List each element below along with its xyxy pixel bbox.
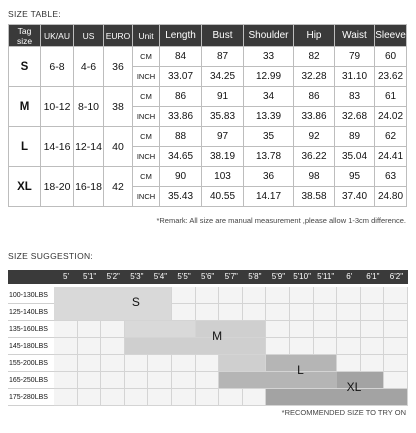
unit-cell: INCH	[133, 67, 160, 87]
grid-cell	[78, 372, 102, 389]
measure-cell: 36	[244, 167, 294, 187]
measure-cell: 82	[294, 47, 335, 67]
measure-cell: 86	[294, 87, 335, 107]
us-size-cell: 4-6	[74, 47, 104, 87]
tag-size-cell: L	[9, 127, 41, 167]
uk-size-cell: 6-8	[41, 47, 74, 87]
tag-size-cell: S	[9, 47, 41, 87]
weight-label: 155-200LBS	[8, 355, 54, 372]
size-zone-label: L	[297, 363, 304, 377]
uk-size-cell: 18-20	[41, 167, 74, 207]
height-header: 5'8"	[243, 270, 267, 284]
size-row-cm	[9, 87, 407, 107]
grid-cell	[314, 287, 338, 304]
grid-cell	[78, 355, 102, 372]
weight-label: 165-250LBS	[8, 372, 54, 389]
uk-size-cell: 14-16	[41, 127, 74, 167]
header-unit: Unit	[133, 25, 160, 47]
tag-size-cell: XL	[9, 167, 41, 207]
measure-cell: 33.86	[160, 107, 202, 127]
height-header: 5'4"	[148, 270, 172, 284]
grid-cell	[101, 321, 125, 338]
grid-cell	[243, 389, 267, 406]
measure-cell: 63	[375, 167, 407, 187]
header-shoulder: Shoulder	[244, 25, 294, 47]
grid-cell	[219, 287, 243, 304]
grid-corner	[8, 270, 54, 284]
weight-label: 100-130LBS	[8, 287, 54, 304]
unit-cell: CM	[133, 87, 160, 107]
grid-cell	[78, 338, 102, 355]
size-zone-label: S	[131, 295, 140, 309]
height-header: 5'1"	[78, 270, 102, 284]
measure-cell: 34.25	[202, 67, 244, 87]
header-waist: Waist	[335, 25, 375, 47]
measure-cell: 12.99	[244, 67, 294, 87]
measure-cell: 79	[335, 47, 375, 67]
header-sleeve: Sleeve	[375, 25, 407, 47]
grid-cell	[266, 321, 290, 338]
unit-cell: CM	[133, 47, 160, 67]
size-table	[8, 24, 407, 207]
grid-cell	[54, 338, 78, 355]
unit-cell: INCH	[133, 147, 160, 167]
measure-cell: 33.86	[294, 107, 335, 127]
height-header: 6'1"	[361, 270, 385, 284]
grid-cell	[219, 304, 243, 321]
weight-label: 145-180LBS	[8, 338, 54, 355]
measure-cell: 97	[202, 127, 244, 147]
size-zone-xl	[266, 389, 407, 405]
grid-cell	[361, 338, 385, 355]
euro-size-cell: 38	[104, 87, 133, 127]
measure-cell: 33	[244, 47, 294, 67]
grid-cell	[172, 355, 196, 372]
grid-cell	[54, 372, 78, 389]
header-tag-size: Tag size	[9, 25, 41, 47]
grid-cell	[314, 304, 338, 321]
measure-cell: 14.17	[244, 187, 294, 207]
height-header: 5'5"	[172, 270, 196, 284]
grid-cell	[243, 304, 267, 321]
measure-cell: 24.80	[375, 187, 407, 207]
grid-cell	[219, 389, 243, 406]
grid-cell	[384, 304, 408, 321]
euro-size-cell: 42	[104, 167, 133, 207]
size-suggestion-grid	[8, 270, 408, 404]
measure-cell: 34.65	[160, 147, 202, 167]
measure-cell: 84	[160, 47, 202, 67]
measure-cell: 87	[202, 47, 244, 67]
grid-cell	[290, 304, 314, 321]
weight-label: 125-140LBS	[8, 304, 54, 321]
measure-cell: 103	[202, 167, 244, 187]
us-size-cell: 8-10	[74, 87, 104, 127]
height-header: 5'6"	[196, 270, 220, 284]
measure-cell: 40.55	[202, 187, 244, 207]
height-header: 5'2"	[101, 270, 125, 284]
weight-label: 135-160LBS	[8, 321, 54, 338]
remark-text: *Remark: All size are manual measurement ,please allow 1-3cm difference.	[156, 216, 406, 225]
grid-cell	[196, 355, 220, 372]
measure-cell: 98	[294, 167, 335, 187]
measure-cell: 38.19	[202, 147, 244, 167]
measure-cell: 95	[335, 167, 375, 187]
grid-cell	[384, 287, 408, 304]
grid-cell	[125, 372, 149, 389]
grid-cell	[101, 338, 125, 355]
size-zone-label: M	[212, 329, 223, 343]
grid-cell	[384, 321, 408, 338]
measure-cell: 92	[294, 127, 335, 147]
size-zone-m	[196, 321, 266, 337]
size-table-title: SIZE TABLE:	[8, 9, 62, 19]
measure-cell: 35.43	[160, 187, 202, 207]
size-zone-s	[54, 287, 171, 320]
grid-cell	[101, 389, 125, 406]
grid-cell	[384, 372, 408, 389]
grid-cell	[337, 287, 361, 304]
grid-cell	[337, 304, 361, 321]
measure-cell: 90	[160, 167, 202, 187]
tag-size-cell: M	[9, 87, 41, 127]
grid-cell	[125, 389, 149, 406]
grid-cell	[337, 321, 361, 338]
unit-cell: CM	[133, 167, 160, 187]
size-row-cm	[9, 47, 407, 67]
height-header: 5'9"	[266, 270, 290, 284]
measure-cell: 86	[160, 87, 202, 107]
height-header: 6'2"	[384, 270, 408, 284]
grid-cell	[148, 372, 172, 389]
measure-cell: 13.78	[244, 147, 294, 167]
grid-cell	[78, 321, 102, 338]
grid-cell	[314, 338, 338, 355]
grid-cell	[196, 304, 220, 321]
size-zone-label: XL	[346, 380, 362, 394]
measure-cell: 35.83	[202, 107, 244, 127]
measure-cell: 31.10	[335, 67, 375, 87]
grid-cell	[101, 355, 125, 372]
measure-cell: 33.07	[160, 67, 202, 87]
grid-cell	[196, 372, 220, 389]
grid-cell	[125, 355, 149, 372]
grid-cell	[337, 338, 361, 355]
grid-cell	[290, 287, 314, 304]
grid-cell	[361, 355, 385, 372]
measure-cell: 34	[244, 87, 294, 107]
grid-cell	[101, 372, 125, 389]
grid-cell	[266, 287, 290, 304]
measure-cell: 24.41	[375, 147, 407, 167]
size-zone-m	[219, 355, 265, 371]
unit-cell: INCH	[133, 107, 160, 127]
size-row-cm	[9, 127, 407, 147]
grid-cell	[172, 287, 196, 304]
header-length: Length	[160, 25, 202, 47]
grid-cell	[361, 304, 385, 321]
grid-cell	[361, 321, 385, 338]
size-zone-s	[125, 321, 195, 337]
height-header: 5'7"	[219, 270, 243, 284]
header-us: US	[74, 25, 104, 47]
grid-cell	[290, 338, 314, 355]
size-zone-m	[125, 338, 266, 354]
grid-cell	[384, 338, 408, 355]
measure-cell: 37.40	[335, 187, 375, 207]
grid-cell	[148, 355, 172, 372]
height-header: 5'	[54, 270, 78, 284]
measure-cell: 23.62	[375, 67, 407, 87]
measure-cell: 62	[375, 127, 407, 147]
euro-size-cell: 36	[104, 47, 133, 87]
measure-cell: 35.04	[335, 147, 375, 167]
measure-cell: 38.58	[294, 187, 335, 207]
us-size-cell: 12-14	[74, 127, 104, 167]
grid-cell	[314, 321, 338, 338]
grid-cell	[172, 389, 196, 406]
grid-cell	[196, 287, 220, 304]
grid-cell	[266, 304, 290, 321]
grid-cell	[172, 304, 196, 321]
euro-size-cell: 40	[104, 127, 133, 167]
measure-cell: 91	[202, 87, 244, 107]
uk-size-cell: 10-12	[41, 87, 74, 127]
grid-cell	[54, 355, 78, 372]
grid-cell	[196, 389, 220, 406]
height-header: 5'3"	[125, 270, 149, 284]
unit-cell: INCH	[133, 187, 160, 207]
header-euro: EURO	[104, 25, 133, 47]
measure-cell: 60	[375, 47, 407, 67]
measure-cell: 35	[244, 127, 294, 147]
measure-cell: 88	[160, 127, 202, 147]
grid-cell	[78, 389, 102, 406]
grid-cell	[361, 287, 385, 304]
grid-cell	[266, 338, 290, 355]
height-header: 5'10"	[290, 270, 314, 284]
grid-cell	[243, 287, 267, 304]
size-row-cm	[9, 167, 407, 187]
header-uk-au: UK/AU	[41, 25, 74, 47]
recommended-footnote: *RECOMMENDED SIZE TO TRY ON	[281, 408, 406, 417]
height-header: 6'	[337, 270, 361, 284]
measure-cell: 32.68	[335, 107, 375, 127]
grid-cell	[290, 321, 314, 338]
grid-cell	[384, 355, 408, 372]
size-table-header	[9, 25, 407, 47]
weight-label: 175-280LBS	[8, 389, 54, 406]
measure-cell: 61	[375, 87, 407, 107]
grid-cell	[172, 372, 196, 389]
measure-cell: 83	[335, 87, 375, 107]
grid-cell	[337, 355, 361, 372]
grid-cell	[148, 389, 172, 406]
grid-cell	[54, 321, 78, 338]
unit-cell: CM	[133, 127, 160, 147]
header-hip: Hip	[294, 25, 335, 47]
measure-cell: 32.28	[294, 67, 335, 87]
measure-cell: 13.39	[244, 107, 294, 127]
measure-cell: 89	[335, 127, 375, 147]
header-bust: Bust	[202, 25, 244, 47]
grid-cell	[54, 389, 78, 406]
size-suggestion-title: SIZE SUGGESTION:	[8, 251, 94, 261]
us-size-cell: 16-18	[74, 167, 104, 207]
measure-cell: 24.02	[375, 107, 407, 127]
height-header: 5'11"	[314, 270, 338, 284]
measure-cell: 36.22	[294, 147, 335, 167]
